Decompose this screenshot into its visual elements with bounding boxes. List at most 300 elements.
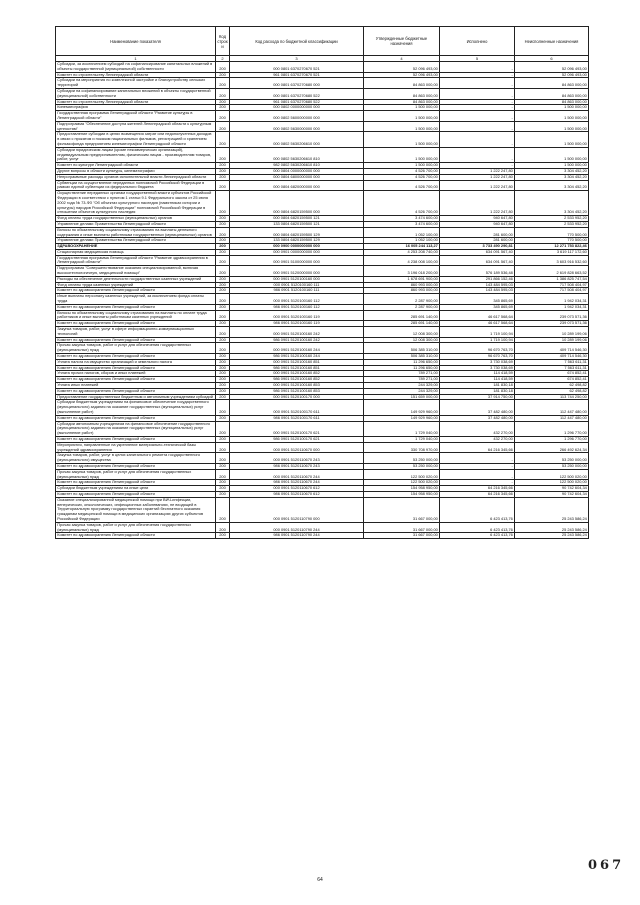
approved-amount: 4 238 008 100,00	[364, 255, 440, 266]
row-code: 200	[216, 469, 230, 480]
approved-amount: 16 005 244 113,27	[364, 244, 440, 250]
table-row	[56, 310, 589, 321]
approved-amount: 149 929 960,00	[364, 415, 440, 421]
budget-code: 000 0901 5120110670 244	[230, 469, 364, 480]
row-code: 200	[216, 421, 230, 436]
approved-amount: 12 008 300,00	[364, 337, 440, 343]
approved-amount: 2 287 900,00	[364, 294, 440, 305]
table-body	[56, 62, 589, 539]
header-row-code: Код строки	[216, 27, 230, 56]
executed-amount: 634 091 567,40	[440, 249, 515, 255]
executed-amount: 432 270,00	[440, 421, 515, 436]
row-code: 200	[216, 463, 230, 469]
budget-code: 986 0901 5120100170 621	[230, 436, 364, 442]
executed-amount: 432 270,00	[440, 436, 515, 442]
executed-amount: 1 222 247,80	[440, 180, 515, 191]
executed-amount: 576 189 536,48	[440, 266, 515, 277]
budget-code: 000 0901 5120000000 000	[230, 266, 364, 277]
row-name: Комитет по здравоохранению Ленинградской области	[56, 377, 216, 383]
row-name: Комитет по строительству Ленинградской области	[56, 99, 216, 105]
approved-amount: 506 385 310,00	[364, 354, 440, 360]
executed-amount: 940 647,80	[440, 221, 515, 227]
budget-code: 000 0901 5120100160 119	[230, 310, 364, 321]
unexecuted-amount: 1 500 000,00	[515, 163, 589, 169]
row-code: 200	[216, 244, 230, 250]
table-row	[56, 121, 589, 132]
table-row	[56, 111, 589, 122]
row-name: Субсидии, за исключением субсидий на софинансирование капитальных вложений в объекты государственной (муниципальной) собственности	[56, 62, 216, 73]
row-name: Закупка товаров, работ, услуг в целях капитального ремонта государственного (муниципального) имущества	[56, 453, 216, 464]
row-code: 200	[216, 180, 230, 191]
row-code: 200	[216, 78, 230, 89]
row-name: Управление делами Правительства Ленинградской области	[56, 221, 216, 227]
row-code: 200	[216, 359, 230, 365]
budget-code: 000 0901 5120100160 244	[230, 343, 364, 354]
executed-amount: -	[440, 147, 515, 162]
budget-code: 000 0804 6820159500 129	[230, 227, 364, 238]
unexecuted-amount: 1 296 770,00	[515, 436, 589, 442]
budget-code: 986 0901 5120110670 243	[230, 463, 364, 469]
approved-amount: 11 296 650,00	[364, 365, 440, 371]
unexecuted-amount: 239 073 571,36	[515, 310, 589, 321]
budget-code: 986 0901 5120100170 611	[230, 415, 364, 421]
executed-amount: 37 914 750,00	[440, 394, 515, 400]
approved-amount: 31 667 000,00	[364, 522, 440, 533]
approved-amount: 244 329,00	[364, 388, 440, 394]
unexecuted-amount: 1 500 000,00	[515, 147, 589, 162]
row-code: 200	[216, 121, 230, 132]
approved-amount: 1 500 000,00	[364, 105, 440, 111]
budget-code: 986 0901 5120110790 244	[230, 533, 364, 539]
budget-code: 000 0801 6370270680 522	[230, 88, 364, 99]
row-name: Предоставление государственным бюджетным и автономным учреждениям субсидий	[56, 394, 216, 400]
row-name: Комитет по здравоохранению Ленинградской области	[56, 388, 216, 394]
executed-amount: 281 600,00	[440, 227, 515, 238]
executed-amount: 281 600,00	[440, 238, 515, 244]
row-name: Субвенции на осуществление переданных полномочий Российской Федерации в рамках единой субвенции из федерального бюджета	[56, 180, 216, 191]
row-code: 200	[216, 436, 230, 442]
executed-amount: 1 719 100,94	[440, 337, 515, 343]
budget-code: 961 0801 6370270670 521	[230, 72, 364, 78]
approved-amount: 789 271,00	[364, 377, 440, 383]
approved-amount: 11 296 650,00	[364, 359, 440, 365]
approved-amount: 4 526 700,00	[364, 174, 440, 180]
approved-amount: 4 526 700,00	[364, 191, 440, 216]
table-row	[56, 453, 589, 464]
unexecuted-amount: 10 289 199,06	[515, 327, 589, 338]
budget-code: 000 0901 5120100160 851	[230, 359, 364, 365]
executed-amount: 1 222 247,80	[440, 191, 515, 216]
row-name: Комитет по здравоохранению Ленинградской области	[56, 354, 216, 360]
row-code: 200	[216, 105, 230, 111]
unexecuted-amount: 53 250 000,00	[515, 453, 589, 464]
executed-amount: 96 670 763,70	[440, 354, 515, 360]
executed-amount: -	[440, 453, 515, 464]
unexecuted-amount: 84 863 000,00	[515, 88, 589, 99]
table-row	[56, 88, 589, 99]
unexecuted-amount: 3 304 452,20	[515, 191, 589, 216]
approved-amount: 3 474 600,00	[364, 221, 440, 227]
budget-code: 000 0802 5630206610 810	[230, 147, 364, 162]
approved-amount: 12 008 300,00	[364, 327, 440, 338]
row-code: 200	[216, 371, 230, 377]
row-code: 200	[216, 442, 230, 453]
unexecuted-amount: 2 533 952,20	[515, 216, 589, 222]
executed-amount: -	[440, 105, 515, 111]
table-row	[56, 191, 589, 216]
approved-amount: 1 729 040,00	[364, 436, 440, 442]
table-row	[56, 497, 589, 522]
column-number: 4	[364, 56, 440, 62]
row-name: Комитет по здравоохранению Ленинградской области	[56, 321, 216, 327]
unexecuted-amount: 1 500 000,00	[515, 121, 589, 132]
header-name: Наименование показателя	[56, 27, 216, 56]
row-name: Комитет по здравоохранению Ленинградской области	[56, 533, 216, 539]
approved-amount: 244 329,00	[364, 383, 440, 389]
budget-code: 000 0901 5120100160 852	[230, 371, 364, 377]
budget-code: 986 0901 5120110670 244	[230, 480, 364, 486]
table-row	[56, 227, 589, 238]
executed-amount: 143 484 595,03	[440, 282, 515, 288]
row-code: 200	[216, 377, 230, 383]
executed-amount: 3 733 490 290,81	[440, 244, 515, 250]
budget-code: 986 0901 5120100160 112	[230, 304, 364, 310]
approved-amount: 154 958 950,00	[364, 486, 440, 492]
executed-amount: -	[440, 469, 515, 480]
executed-amount: 940 647,80	[440, 216, 515, 222]
budget-code: 000 0804 6820159500 121	[230, 216, 364, 222]
row-code: 200	[216, 249, 230, 255]
executed-amount: -	[440, 480, 515, 486]
approved-amount: 149 929 960,00	[364, 400, 440, 415]
executed-amount: 634 091 567,40	[440, 255, 515, 266]
unexecuted-amount: 52 096 493,00	[515, 62, 589, 73]
unexecuted-amount: 3 304 452,20	[515, 168, 589, 174]
budget-code: 000 0901 5120100160 000	[230, 276, 364, 282]
approved-amount: 2 287 900,00	[364, 304, 440, 310]
unexecuted-amount: 409 714 546,30	[515, 354, 589, 360]
row-name: Уплата налога на имущество организаций и земельного налога	[56, 359, 216, 365]
unexecuted-amount: 1 500 000,00	[515, 111, 589, 122]
row-name: Субсидии юридическим лицам (кроме некоммерческих организаций), индивидуальным предпринимателям, физическим лицам - производителям товаров, работ, услуг	[56, 147, 216, 162]
row-code: 200	[216, 337, 230, 343]
unexecuted-amount: 717 508 404,97	[515, 282, 589, 288]
row-code: 200	[216, 294, 230, 305]
table-row	[56, 255, 589, 266]
approved-amount: 154 958 950,00	[364, 491, 440, 497]
executed-amount: -	[440, 72, 515, 78]
approved-amount: 53 250 000,00	[364, 453, 440, 464]
budget-code: 986 0901 5120100160 244	[230, 354, 364, 360]
header-approved: Утвержденные бюджетные назначения	[364, 27, 440, 56]
table-row	[56, 327, 589, 338]
budget-code: 986 0901 5120100160 852	[230, 377, 364, 383]
budget-code: 000 0802 0000000000 000	[230, 105, 364, 111]
unexecuted-amount: 2 619 828 663,52	[515, 266, 589, 277]
approved-amount: 52 096 493,00	[364, 72, 440, 78]
unexecuted-amount: 770 500,00	[515, 238, 589, 244]
row-code: 200	[216, 221, 230, 227]
row-name: Иные выплаты персоналу казенных учреждений, за исключением фонда оплаты труда	[56, 294, 216, 305]
row-name: Взносы по обязательному социальному страхованию на выплаты денежного содержания и иные выплаты работникам государственных (муниципальных) органов	[56, 227, 216, 238]
row-code: 200	[216, 365, 230, 371]
row-code: 200	[216, 72, 230, 78]
row-name: Фонд оплаты труда государственных (муниципальных) органов	[56, 216, 216, 222]
executed-amount: 3 730 038,69	[440, 365, 515, 371]
row-name: Взносы по обязательному социальному страхованию на выплаты по оплате труда работников и иные выплаты работникам казенных учреждений	[56, 310, 216, 321]
approved-amount: 151 659 000,00	[364, 394, 440, 400]
unexecuted-amount: 770 500,00	[515, 227, 589, 238]
row-code: 200	[216, 400, 230, 415]
budget-code: 000 0802 5600000000 000	[230, 111, 364, 122]
row-code: 200	[216, 491, 230, 497]
unexecuted-amount: 1 296 770,00	[515, 421, 589, 436]
budget-code: 000 0901 5120100170 611	[230, 400, 364, 415]
approved-amount: 3 196 018 200,00	[364, 266, 440, 277]
row-code: 200	[216, 111, 230, 122]
row-name: Государственная программа Ленинградской области "Развитие здравоохранения в Ленинградской области"	[56, 255, 216, 266]
row-name: Другие вопросы в области культуры, кинематографии	[56, 168, 216, 174]
unexecuted-amount: 2 533 952,20	[515, 221, 589, 227]
row-code: 200	[216, 132, 230, 147]
row-name: Комитет по здравоохранению Ленинградской области	[56, 365, 216, 371]
executed-amount: 291 866 152,46	[440, 276, 515, 282]
row-name: ЗДРАВООХРАНЕНИЕ	[56, 244, 216, 250]
approved-amount: 53 250 000,00	[364, 463, 440, 469]
row-name: Комитет по здравоохранению Ленинградской области	[56, 463, 216, 469]
unexecuted-amount: 62 498,82	[515, 383, 589, 389]
executed-amount: 181 830,18	[440, 388, 515, 394]
executed-amount: -	[440, 78, 515, 89]
unexecuted-amount: 1 500 000,00	[515, 105, 589, 111]
budget-code: 000 0802 5630206610 000	[230, 132, 364, 147]
table-row	[56, 522, 589, 533]
row-code: 200	[216, 415, 230, 421]
column-number: 5	[440, 56, 515, 62]
row-name: Субсидии автономным учреждениям на финансовое обеспечение государственного (муниципального) задания на оказание государственных (муниципальных) услуг (выполнение работ)	[56, 421, 216, 436]
unexecuted-amount: 25 243 586,24	[515, 497, 589, 522]
unexecuted-amount: 674 852,41	[515, 377, 589, 383]
budget-code: 000 0801 6370270670 521	[230, 62, 364, 73]
page-number: 64	[317, 877, 323, 883]
approved-amount: 31 667 000,00	[364, 533, 440, 539]
unexecuted-amount: 53 250 000,00	[515, 463, 589, 469]
row-code: 200	[216, 304, 230, 310]
approved-amount: 1 500 000,00	[364, 111, 440, 122]
unexecuted-amount: 7 563 611,31	[515, 365, 589, 371]
row-name: Управление делами Правительства Ленинградской области	[56, 238, 216, 244]
unexecuted-amount: 12 271 753 822,46	[515, 244, 589, 250]
row-name: Мероприятия, направленные на укрепление материально-технической базы учреждений здравоохранения	[56, 442, 216, 453]
row-name: Прочая закупка товаров, работ и услуг для обеспечения государственных (муниципальных) нужд	[56, 522, 216, 533]
budget-code: 000 0901 5120100170 000	[230, 394, 364, 400]
column-number: 3	[230, 56, 364, 62]
row-name: Субсидии бюджетным учреждениям на финансовое обеспечение государственного (муниципального) задания на оказание государственных (муниципальных) услуг (выполнение работ)	[56, 400, 216, 415]
row-name: Непрограммные расходы органов исполнительной власти Ленинградской области	[56, 174, 216, 180]
executed-amount: 1 222 247,80	[440, 174, 515, 180]
executed-amount: 1 719 100,94	[440, 327, 515, 338]
table-row	[56, 147, 589, 162]
row-name: Комитет по здравоохранению Ленинградской области	[56, 304, 216, 310]
table-row	[56, 421, 589, 436]
executed-amount: -	[440, 132, 515, 147]
approved-amount: 1 500 000,00	[364, 163, 440, 169]
row-name: Комитет по строительству Ленинградской области	[56, 72, 216, 78]
row-code: 200	[216, 486, 230, 492]
executed-amount: 64 216 345,66	[440, 491, 515, 497]
row-code: 200	[216, 216, 230, 222]
budget-code: 986 0901 5120100160 119	[230, 321, 364, 327]
executed-amount: 46 617 568,64	[440, 310, 515, 321]
budget-code: 000 0804 6800000000 000	[230, 174, 364, 180]
table-row	[56, 400, 589, 415]
executed-amount: 114 418,59	[440, 377, 515, 383]
row-name: Комитет по здравоохранению Ленинградской области	[56, 337, 216, 343]
executed-amount: 46 617 568,64	[440, 321, 515, 327]
row-code: 200	[216, 282, 230, 288]
approved-amount: 285 691 140,00	[364, 310, 440, 321]
row-name: Комитет по здравоохранению Ленинградской области	[56, 288, 216, 294]
approved-amount: 789 271,00	[364, 371, 440, 377]
budget-code: 986 0901 5120100160 853	[230, 388, 364, 394]
unexecuted-amount: 1 386 825 747,54	[515, 276, 589, 282]
row-name: Кинематография	[56, 105, 216, 111]
budget-code: 000 0802 5630000000 000	[230, 121, 364, 132]
column-number: 2	[216, 56, 230, 62]
row-code: 200	[216, 343, 230, 354]
row-code: 200	[216, 321, 230, 327]
budget-code: 000 0804 6820159500 000	[230, 191, 364, 216]
executed-amount: 181 830,18	[440, 383, 515, 389]
budget-code: 000 0901 5120110670 243	[230, 453, 364, 464]
row-name: Подпрограмма "Совершенствование оказания специализированной, включая высокотехнологичную, медицинской помощи"	[56, 266, 216, 277]
row-code: 200	[216, 99, 230, 105]
approved-amount: 1 729 040,00	[364, 421, 440, 436]
executed-amount: 6 423 413,76	[440, 533, 515, 539]
approved-amount: 1 678 691 900,00	[364, 276, 440, 282]
unexecuted-amount: 3 304 452,20	[515, 180, 589, 191]
approved-amount: 285 691 140,00	[364, 321, 440, 327]
executed-amount: 6 423 413,76	[440, 497, 515, 522]
row-name: Государственная программа Ленинградской области "Развитие культуры в Ленинградской области"	[56, 111, 216, 122]
table-row	[56, 180, 589, 191]
row-name: Подпрограмма "Обеспечение доступа жителей Ленинградской области к культурным ценностям"	[56, 121, 216, 132]
row-name: Уплата иных платежей	[56, 383, 216, 389]
unexecuted-amount: 122 500 020,00	[515, 469, 589, 480]
executed-amount: 345 865,69	[440, 294, 515, 305]
executed-amount: 6 423 413,76	[440, 522, 515, 533]
approved-amount: 4 253 208 740,00	[364, 249, 440, 255]
row-code: 200	[216, 453, 230, 464]
approved-amount: 1 052 100,00	[364, 227, 440, 238]
budget-code: 000 0801 6370270680 000	[230, 78, 364, 89]
executed-amount: 64 216 345,66	[440, 486, 515, 492]
row-code: 200	[216, 522, 230, 533]
row-code: 200	[216, 238, 230, 244]
approved-amount: 1 500 000,00	[364, 121, 440, 132]
row-name: Стационарная медицинская помощь	[56, 249, 216, 255]
executed-amount: -	[440, 463, 515, 469]
executed-amount: 114 418,59	[440, 371, 515, 377]
table-row	[56, 442, 589, 453]
unexecuted-amount: 3 603 916 532,60	[515, 255, 589, 266]
budget-code: 000 0901 5120110790 000	[230, 497, 364, 522]
column-number: 1	[56, 56, 216, 62]
row-code: 200	[216, 62, 230, 73]
report-sheet	[55, 26, 588, 539]
approved-amount: 3 474 600,00	[364, 216, 440, 222]
unexecuted-amount: 409 714 546,30	[515, 343, 589, 354]
unexecuted-amount: 10 289 199,06	[515, 337, 589, 343]
approved-amount: 122 500 020,00	[364, 469, 440, 480]
table-row	[56, 469, 589, 480]
unexecuted-amount: 3 619 117 172,60	[515, 249, 589, 255]
row-name: Фонд оплаты труда казенных учреждений	[56, 282, 216, 288]
approved-amount: 84 863 000,00	[364, 88, 440, 99]
row-code: 200	[216, 168, 230, 174]
row-code: 200	[216, 480, 230, 486]
budget-code: 982 0802 5630206610 810	[230, 163, 364, 169]
row-code: 200	[216, 191, 230, 216]
budget-code: 961 0801 6370270680 522	[230, 99, 364, 105]
row-code: 200	[216, 266, 230, 277]
budget-code: 000 0901 5100000000 000	[230, 255, 364, 266]
budget-code: 000 0804 0000000000 000	[230, 168, 364, 174]
budget-code: 000 0804 6820000000 000	[230, 180, 364, 191]
table-header	[56, 27, 589, 62]
approved-amount: 330 708 970,00	[364, 442, 440, 453]
unexecuted-amount: 25 243 586,24	[515, 533, 589, 539]
unexecuted-amount: 3 304 452,20	[515, 174, 589, 180]
approved-amount: 1 500 000,00	[364, 132, 440, 147]
row-code: 200	[216, 276, 230, 282]
budget-code: 986 0901 5120110670 612	[230, 491, 364, 497]
budget-execution-table	[55, 26, 589, 539]
executed-amount: 96 670 763,70	[440, 343, 515, 354]
unexecuted-amount: 239 073 571,36	[515, 321, 589, 327]
budget-code: 000 0901 0000000000 000	[230, 249, 364, 255]
budget-code: 000 0901 5120110670 612	[230, 486, 364, 492]
table-row	[56, 343, 589, 354]
approved-amount: 860 993 000,00	[364, 288, 440, 294]
approved-amount: 122 500 020,00	[364, 480, 440, 486]
row-code: 200	[216, 147, 230, 162]
executed-amount: 345 865,69	[440, 304, 515, 310]
unexecuted-amount: 62 498,82	[515, 388, 589, 394]
budget-code: 986 0901 5120100160 242	[230, 337, 364, 343]
row-code: 200	[216, 310, 230, 321]
unexecuted-amount: 7 563 611,31	[515, 359, 589, 365]
unexecuted-amount: 52 096 493,00	[515, 72, 589, 78]
row-code: 200	[216, 388, 230, 394]
row-code: 200	[216, 255, 230, 266]
budget-code: 986 0901 5120100160 851	[230, 365, 364, 371]
unexecuted-amount: 84 863 000,00	[515, 78, 589, 89]
row-code: 200	[216, 383, 230, 389]
row-name: Комитет по здравоохранению Ленинградской области	[56, 415, 216, 421]
budget-code: 000 0901 5120110670 000	[230, 442, 364, 453]
table-row	[56, 78, 589, 89]
row-name: Прочая закупка товаров, работ и услуг для обеспечения государственных (муниципальных) нужд	[56, 469, 216, 480]
table-row	[56, 294, 589, 305]
row-name: Осуществление переданных органам государственной власти субъектов Российской Федерации в соответствии с пунктом 1 статьи 9.1 Федерального закона от 25 июня 2002 года № 73-ФЗ "Об объектах культурного наследия (памятниках истории и культуры) народов Российской Федерации" полномочий Российской Федерации в отношении объектов культурного наследия	[56, 191, 216, 216]
row-name: Уплата прочих налогов, сборов и иных платежей	[56, 371, 216, 377]
unexecuted-amount: 266 492 624,34	[515, 442, 589, 453]
row-code: 200	[216, 163, 230, 169]
row-code: 200	[216, 88, 230, 99]
row-name: Предоставление субсидии в целях возмещения затрат или недополученных доходов в связи с прокатом и показом национальных фильмов, регистрацией и хранением фильмофонда предприятием кинематографии Ленинградской области	[56, 132, 216, 147]
approved-amount: 860 993 000,00	[364, 282, 440, 288]
